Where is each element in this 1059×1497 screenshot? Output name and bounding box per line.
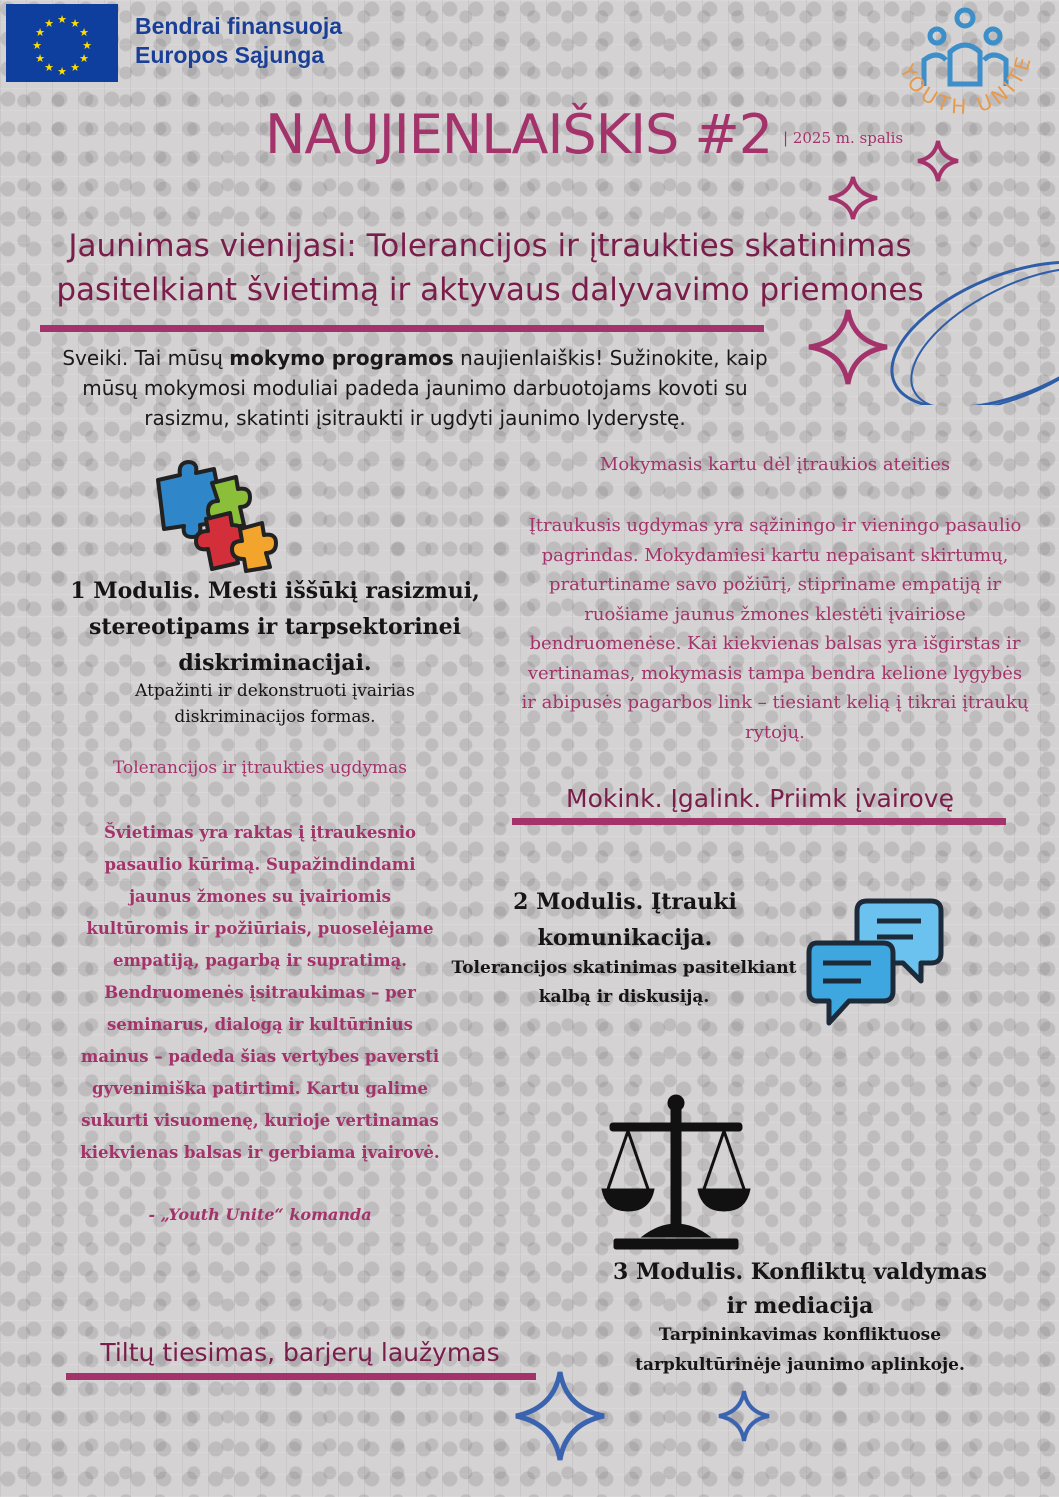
svg-text:★: ★: [57, 13, 67, 26]
headline: [40, 224, 940, 312]
chat-bubbles-icon: [805, 895, 945, 1030]
module-3-description: Tarpininkavimas konfliktuose tarpkultūrinėje jaunimo aplinkoje.: [635, 1325, 965, 1375]
right-article-heading: Mokymasis kartu dėl įtraukios ateities: [599, 454, 951, 475]
footer-divider: [66, 1373, 536, 1380]
svg-text:★: ★: [44, 61, 54, 74]
sparkle-star-icon: [826, 174, 880, 222]
sparkle-star-icon: [512, 1368, 608, 1464]
svg-text:★: ★: [70, 17, 80, 30]
module-2-description: Tolerancijos skatinimas pasitelkiant kalbą ir diskusiją.: [451, 958, 797, 1007]
right-article-body: Įtraukusis ugdymas yra sąžiningo ir vieningo pasaulio pagrindas. Mokydamiesi kartu nepaisant skirtumų, praturtiname savo požiūrį, stipriname empatiją ir ruošiame jaunus žmones klestėti įvairiose bendruomenėse. Kai kiekvienas balsas yra išgirstas ir vertinamas, mokymasis tampa bendra kelione lygybės ir abipusės pagarbos link – tiesiant kelią į tikrai įtraukų rytojų.: [521, 515, 1029, 743]
slogan: Mokink. Įgalink. Priimk įvairovę: [566, 784, 954, 813]
headline-line-2: pasitelkiant švietimą ir aktyvaus dalyvavimo priemones: [56, 272, 924, 308]
eu-line-1: Bendrai finansuoja: [135, 13, 343, 39]
scales-of-justice-icon: [600, 1093, 752, 1251]
svg-text:★: ★: [70, 61, 80, 74]
sparkle-star-icon: [716, 1388, 772, 1444]
svg-text:★: ★: [44, 17, 54, 30]
logo-text: YOUTH UNITE: [895, 50, 1037, 120]
intro-paragraph: [58, 343, 772, 433]
module-1-description: Atpažinti ir dekonstruoti įvairias diskriminacijos formas.: [135, 681, 415, 727]
intro-text-after: naujienlaiškis! Sužinokite, kaip mūsų mokymosi moduliai padeda jaunimo darbuotojams kovoti su rasizmu, skatinti įsitraukti ir ugdyti jaunimo lyderystę.: [82, 346, 768, 430]
intro-text-before: Sveiki. Tai mūsų: [62, 346, 230, 370]
module-2-title: 2 Modulis. Įtrauki komunikacija.: [513, 889, 737, 951]
youth-unite-logo-icon: [880, 4, 1050, 134]
newsletter-title: NAUJIENLAIŠKIS #2: [265, 103, 773, 166]
module-3-title: 3 Modulis. Konfliktų valdymas ir mediacija: [613, 1259, 987, 1319]
svg-text:★: ★: [82, 39, 92, 52]
eu-flag-icon: [6, 4, 118, 82]
footer-slogan: Tiltų tiesimas, barjerų laužymas: [100, 1338, 500, 1367]
headline-divider: [40, 325, 764, 332]
svg-text:★: ★: [35, 26, 45, 39]
left-article-body: Švietimas yra raktas į įtraukesnio pasaulio kūrimą. Supažindindami jaunus žmones su įvairiomis kultūromis ir požiūriais, puoselėjame empatiją, pagarbą ir supratimą. Bendruomenės įsitraukimas – per seminarus, dialogą ir kultūrinius mainus – padeda šias vertybes paversti gyvenimiška patirtimi. Kartu galime sukurti visuomenę, kurioje vertinamas kiekvienas balsas ir gerbiama įvairovė.: [80, 823, 440, 1162]
svg-text:★: ★: [79, 52, 89, 65]
svg-text:★: ★: [32, 39, 42, 52]
svg-text:★: ★: [79, 26, 89, 39]
newsletter-date: | 2025 m. spalis: [783, 129, 904, 147]
headline-line-1: Jaunimas vienijasi: Tolerancijos ir įtraukties skatinimas: [68, 228, 912, 264]
sparkle-star-icon: [915, 138, 961, 184]
left-article-heading: Tolerancijos ir įtraukties ugdymas: [112, 758, 408, 778]
module-1-title: 1 Modulis. Mesti iššūkį rasizmui, stereotipams ir tarpsektorinei diskriminacijai.: [70, 578, 480, 676]
eu-line-2: Europos Sąjunga: [135, 42, 325, 68]
puzzle-pieces-icon: [150, 455, 295, 575]
svg-text:★: ★: [35, 52, 45, 65]
left-article-signature: - „Youth Unite“ komanda: [148, 1205, 372, 1224]
svg-text:★: ★: [57, 65, 67, 78]
intro-bold: mokymo programos: [229, 346, 454, 370]
slogan-divider: [512, 818, 1006, 825]
eu-funding-label: [135, 12, 342, 70]
